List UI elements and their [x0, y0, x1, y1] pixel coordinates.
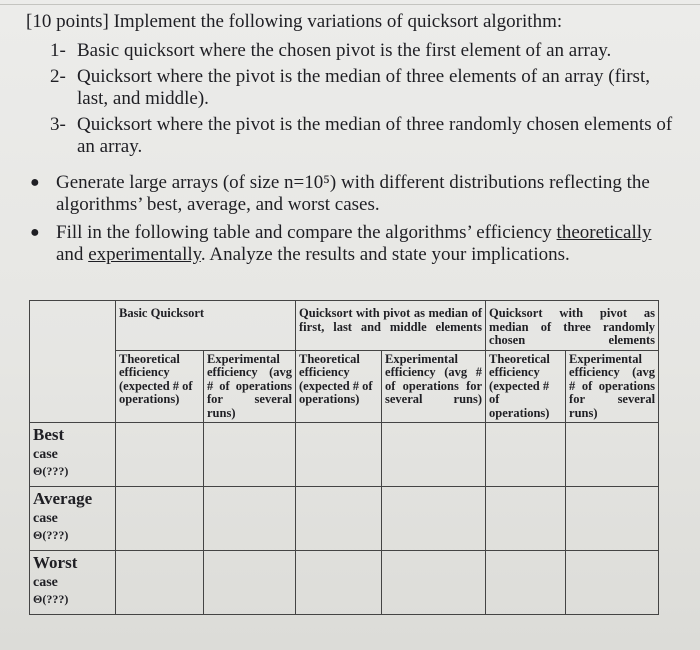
underlined-theoretically: theoretically [556, 222, 652, 243]
table-row-best [30, 423, 659, 487]
table-cell[interactable] [566, 423, 659, 487]
case-label: case [33, 447, 58, 462]
bullet-dot-icon: ● [30, 224, 40, 241]
header-median-random-three: Quicksort with pivot as median of three randomly chosen elements [486, 301, 659, 351]
case-name: Worst [33, 553, 78, 572]
task-bullets [28, 172, 678, 272]
variation-number: 1- [50, 40, 66, 61]
variation-item-1 [50, 40, 680, 62]
bullet-text: Generate large arrays (of size n=10⁵) with different distributions reflecting the algorithms’ best, average, and worst cases. [56, 172, 650, 215]
variation-number: 3- [50, 114, 66, 135]
table-cell[interactable] [382, 423, 486, 487]
table-cell[interactable] [382, 551, 486, 615]
table-cell[interactable] [296, 487, 382, 551]
header-median-first-last-middle: Quicksort with pivot as median of first, last and middle elements [296, 301, 486, 351]
variation-number: 2- [50, 66, 66, 87]
bullet-generate-arrays [28, 172, 678, 216]
table-cell[interactable] [486, 551, 566, 615]
table-cell[interactable] [566, 487, 659, 551]
underlined-experimentally: experimentally [88, 244, 201, 265]
variations-list [50, 40, 680, 162]
variation-text: Basic quicksort where the chosen pivot is the first element of an array. [77, 40, 612, 61]
header-theoretical: Theoretical efficiency (expected # of operations) [116, 350, 204, 423]
bullet-text-part: and [56, 244, 89, 265]
header-theoretical: Theoretical efficiency (expected # of operations) [486, 350, 566, 423]
efficiency-table [29, 300, 659, 615]
bullet-text-part: Fill in the following table and compare the algorithms’ efficiency [56, 222, 557, 243]
table-row-worst [30, 551, 659, 615]
row-header-best [30, 423, 116, 487]
variation-text: Quicksort where the pivot is the median of three randomly chosen elements of an array. [77, 114, 673, 157]
header-experimental: Experimental efficiency (avg # of operations for several runs) [382, 350, 486, 423]
header-experimental: Experimental efficiency (avg # of operations for several runs) [204, 350, 296, 423]
table-cell[interactable] [382, 487, 486, 551]
case-name: Average [33, 489, 93, 508]
table-cell[interactable] [116, 551, 204, 615]
variation-item-3 [50, 114, 680, 158]
header-theoretical: Theoretical efficiency (expected # of operations) [296, 350, 382, 423]
corner-cell [30, 301, 116, 423]
table-cell[interactable] [566, 551, 659, 615]
table-cell[interactable] [486, 423, 566, 487]
theta-placeholder: Θ(???) [33, 464, 69, 478]
metric-header-row [30, 350, 659, 423]
case-name: Best [33, 425, 65, 444]
assignment-heading: [10 points] Implement the following variations of quicksort algorithm: [26, 11, 563, 32]
table-cell[interactable] [204, 551, 296, 615]
header-basic-quicksort: Basic Quicksort [116, 301, 296, 351]
theta-placeholder: Θ(???) [33, 592, 69, 606]
bullet-text [56, 222, 678, 266]
table-cell[interactable] [116, 423, 204, 487]
algorithm-header-row [30, 301, 659, 351]
row-header-average [30, 487, 116, 551]
table-cell[interactable] [204, 487, 296, 551]
table-row-average [30, 487, 659, 551]
bullet-dot-icon: ● [30, 174, 40, 191]
table-cell[interactable] [204, 423, 296, 487]
case-label: case [33, 511, 58, 526]
bullet-text-part: . Analyze the results and state your implications. [200, 244, 570, 265]
table-cell[interactable] [296, 551, 382, 615]
row-header-worst [30, 551, 116, 615]
table-cell[interactable] [116, 487, 204, 551]
bullet-fill-table [28, 222, 678, 266]
table-cell[interactable] [486, 487, 566, 551]
variation-text: Quicksort where the pivot is the median of three elements of an array (first, last, and middle). [77, 66, 650, 109]
header-experimental: Experimental efficiency (avg # of operations for several runs) [566, 350, 659, 423]
variation-item-2 [50, 66, 680, 110]
case-label: case [33, 575, 58, 590]
theta-placeholder: Θ(???) [33, 528, 69, 542]
table-cell[interactable] [296, 423, 382, 487]
